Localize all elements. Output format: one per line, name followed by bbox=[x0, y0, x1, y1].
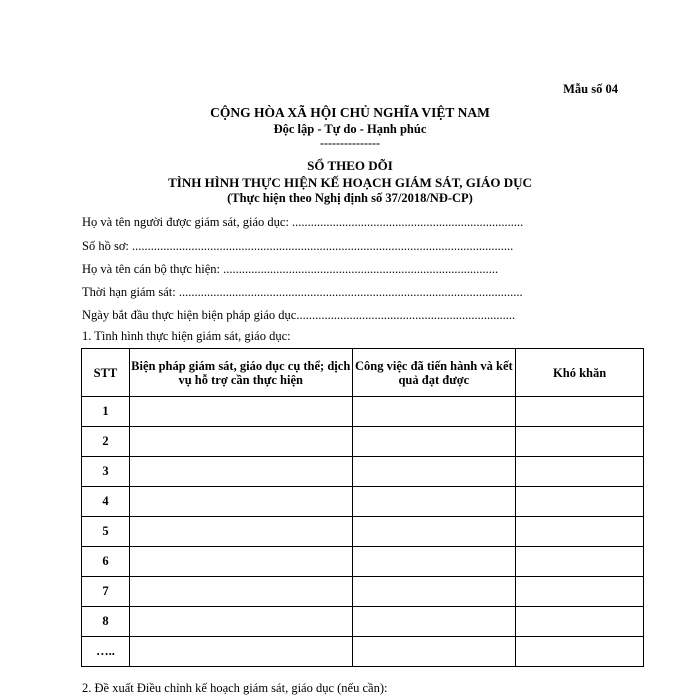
results-cell bbox=[352, 607, 516, 637]
measures-cell bbox=[129, 427, 352, 457]
row-number: 6 bbox=[82, 547, 130, 577]
table-row bbox=[82, 457, 644, 487]
monitoring-table bbox=[81, 348, 644, 667]
form-number: Mẫu số 04 bbox=[563, 82, 618, 96]
results-cell bbox=[352, 397, 516, 427]
row-number: 2 bbox=[82, 427, 130, 457]
section-1-label: 1. Tình hình thực hiện giám sát, giáo dục: bbox=[82, 329, 291, 343]
field-file-number: Số hồ sơ: .......................................................................................................................... bbox=[82, 239, 514, 253]
results-cell bbox=[352, 547, 516, 577]
row-number: 8 bbox=[82, 607, 130, 637]
field-supervised-person-name: Họ và tên người được giám sát, giáo dục: .......................................................................... bbox=[82, 215, 524, 229]
table-row bbox=[82, 607, 644, 637]
measures-cell bbox=[129, 397, 352, 427]
table-row bbox=[82, 637, 644, 667]
difficulties-cell bbox=[516, 517, 644, 547]
table-header-row bbox=[82, 349, 644, 397]
header-measures: Biện pháp giám sát, giáo dục cụ thể; dịch vụ hỗ trợ cần thực hiện bbox=[129, 349, 352, 397]
table-row bbox=[82, 397, 644, 427]
table-row bbox=[82, 487, 644, 517]
row-number: 5 bbox=[82, 517, 130, 547]
measures-cell bbox=[129, 577, 352, 607]
book-subtitle: TÌNH HÌNH THỰC HIỆN KẾ HOẠCH GIÁM SÁT, GIÁO DỤC bbox=[168, 175, 532, 190]
row-number: ….. bbox=[82, 637, 130, 667]
difficulties-cell bbox=[516, 577, 644, 607]
difficulties-cell bbox=[516, 397, 644, 427]
measures-cell bbox=[129, 547, 352, 577]
national-title: CỘNG HÒA XÃ HỘI CHỦ NGHĨA VIỆT NAM bbox=[210, 105, 490, 120]
table-row bbox=[82, 577, 644, 607]
national-motto: Độc lập - Tự do - Hạnh phúc bbox=[273, 122, 427, 136]
measures-cell bbox=[129, 517, 352, 547]
header-divider: --------------- bbox=[320, 136, 380, 150]
field-supervision-period: Thời hạn giám sát: .............................................................................................................. bbox=[82, 285, 523, 299]
difficulties-cell bbox=[516, 637, 644, 667]
measures-cell bbox=[129, 487, 352, 517]
measures-cell bbox=[129, 637, 352, 667]
difficulties-cell bbox=[516, 607, 644, 637]
row-number: 1 bbox=[82, 397, 130, 427]
table-row bbox=[82, 547, 644, 577]
decree-reference: (Thực hiện theo Nghị định số 37/2018/NĐ-CP) bbox=[227, 191, 473, 205]
measures-cell bbox=[129, 457, 352, 487]
header-difficulties: Khó khăn bbox=[516, 349, 644, 397]
field-officer-name: Họ và tên cán bộ thực hiện: ........................................................................................ bbox=[82, 262, 499, 276]
results-cell bbox=[352, 637, 516, 667]
results-cell bbox=[352, 457, 516, 487]
difficulties-cell bbox=[516, 487, 644, 517]
row-number: 3 bbox=[82, 457, 130, 487]
header-stt: STT bbox=[82, 349, 130, 397]
row-number: 7 bbox=[82, 577, 130, 607]
header-results: Công việc đã tiến hành và kết quả đạt được bbox=[352, 349, 516, 397]
results-cell bbox=[352, 577, 516, 607]
section-2-label: 2. Đề xuất Điều chỉnh kế hoạch giám sát, giáo dục (nếu cần): bbox=[82, 681, 388, 695]
row-number: 4 bbox=[82, 487, 130, 517]
table-row bbox=[82, 517, 644, 547]
field-start-date: Ngày bắt đầu thực hiện biện pháp giáo dục...................................................................... bbox=[82, 308, 516, 322]
results-cell bbox=[352, 427, 516, 457]
table-row bbox=[82, 427, 644, 457]
results-cell bbox=[352, 517, 516, 547]
book-title: SỔ THEO DÕI bbox=[307, 158, 393, 173]
difficulties-cell bbox=[516, 427, 644, 457]
difficulties-cell bbox=[516, 457, 644, 487]
measures-cell bbox=[129, 607, 352, 637]
difficulties-cell bbox=[516, 547, 644, 577]
results-cell bbox=[352, 487, 516, 517]
